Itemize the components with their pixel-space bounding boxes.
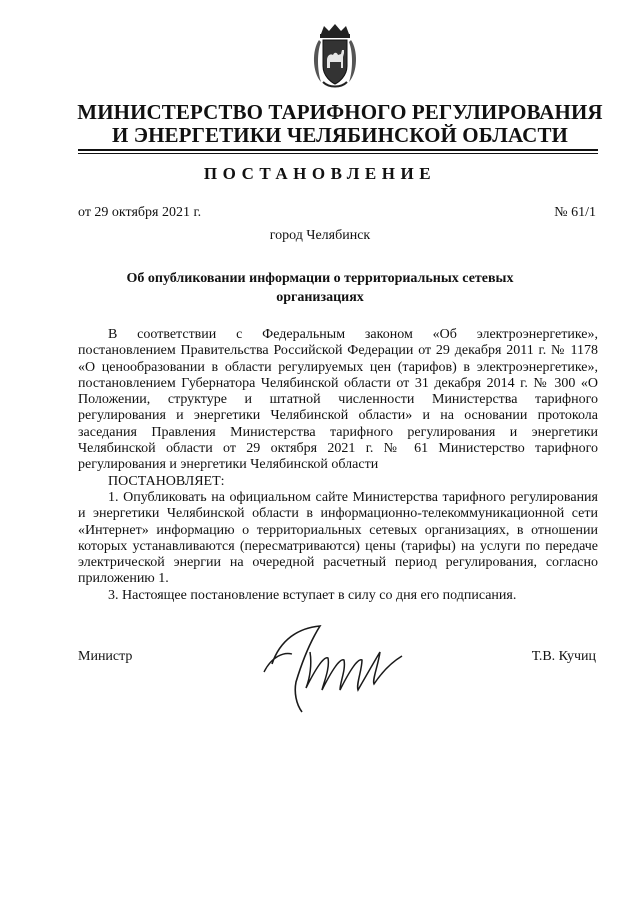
document-city: город Челябинск bbox=[269, 228, 371, 243]
item-1-paragraph: 1. Опубликовать на официальном сайте Министерства тарифного регулирования и энергетики Челябинской области в информационно-телекоммуникационной сети «Интернет» информацию о территориальных сетевых организациях, в отношении которых устанавливаются (пересматриваются) цены (тарифы) на услуги по передаче электрической энергии на очередной расчетный период регулирования, согласно приложению 1. bbox=[78, 489, 598, 587]
document-number: № 61/1 bbox=[554, 205, 596, 220]
ministry-name-line1: МИНИСТЕРСТВО ТАРИФНОГО РЕГУЛИРОВАНИЯ bbox=[77, 100, 603, 124]
item-3-paragraph: 3. Настоящее постановление вступает в силу со дня его подписания. bbox=[108, 587, 517, 603]
preamble-paragraph: В соответствии с Федеральным законом «Об электроэнергетике», постановлением Правительства Российской Федерации от 29 декабря 2011 г. № 1178 «О ценообразовании в области регулируемых цен (тарифов) в электроэнергетике», постановлением Губернатора Челябинской области от 31 декабря 2014 г. № 300 «О Положении, структуре и штатной численности Министерства тарифного регулирования и энергетики Челябинской области» и на основании протокола заседания Правления Министерства тарифного регулирования и энергетики Челябинской области от 29 октября 2021 г. № 61 Министерство тарифного регулирования и энергетики Челябинской области bbox=[78, 327, 598, 473]
resolves-heading: ПОСТАНОВЛЯЕТ: bbox=[108, 473, 225, 489]
subject-line2: организациях bbox=[276, 290, 364, 305]
header-divider-thin bbox=[78, 153, 598, 154]
signer-name: Т.В. Кучиц bbox=[531, 649, 596, 664]
ministry-name-line2: И ЭНЕРГЕТИКИ ЧЕЛЯБИНСКОЙ ОБЛАСТИ bbox=[112, 123, 568, 147]
document-date: от 29 октября 2021 г. bbox=[78, 205, 202, 220]
coat-of-arms-icon bbox=[309, 22, 361, 90]
header-divider bbox=[78, 149, 598, 151]
ministry-name bbox=[60, 101, 620, 147]
subject-line1: Об опубликовании информации о территориальных сетевых bbox=[126, 271, 514, 286]
handwritten-signature bbox=[250, 612, 410, 724]
document-subject bbox=[100, 269, 540, 307]
document-body bbox=[78, 327, 598, 604]
signer-position: Министр bbox=[78, 649, 133, 664]
document-type: ПОСТАНОВЛЕНИЕ bbox=[203, 164, 437, 183]
